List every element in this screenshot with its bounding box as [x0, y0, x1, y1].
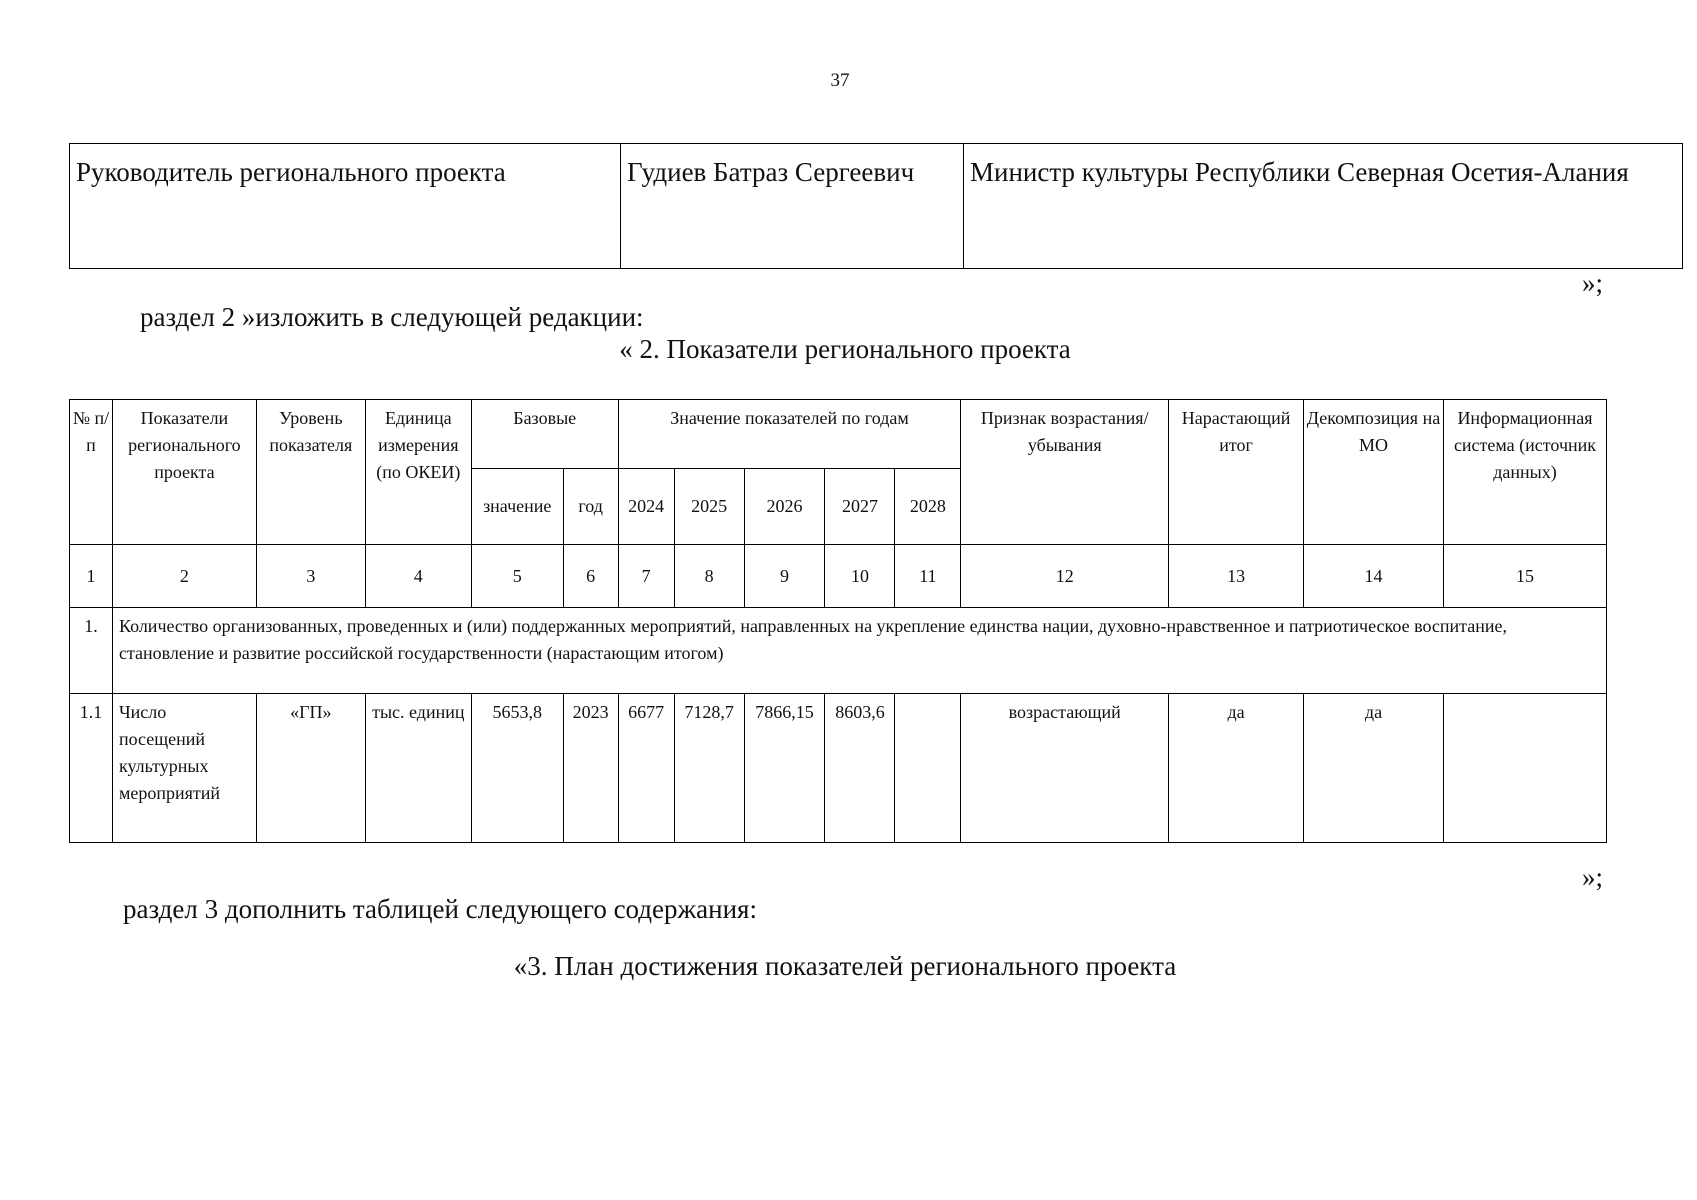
amendment-instruction: раздел 2 »изложить в следующей редакции: [140, 302, 644, 332]
header-values-by-year: Значение показателей по годам [618, 400, 961, 469]
header-indicator: Показатели регионального проекта [112, 400, 256, 545]
column-number: 15 [1443, 545, 1606, 608]
column-number: 13 [1169, 545, 1304, 608]
row-level: «ГП» [256, 694, 365, 843]
column-number: 8 [674, 545, 744, 608]
group-num: 1. [70, 608, 113, 694]
group-text: Количество организованных, проведенных и (или) поддержанных мероприятий, направленных на укрепление единства нации, духовно-нравственное и патриотическое воспитание, становление и развитие российской государственности (нарастающим итогом) [112, 608, 1606, 694]
row-value-2026: 7866,15 [744, 694, 825, 843]
row-num: 1.1 [70, 694, 113, 843]
header-base-year: год [563, 469, 618, 545]
header-year-2027: 2027 [825, 469, 895, 545]
row-value-2025: 7128,7 [674, 694, 744, 843]
header-num: № п/п [70, 400, 113, 545]
header-year-2024: 2024 [618, 469, 674, 545]
section-title: «3. План достижения показателей регионального проекта [513, 951, 1177, 981]
row-unit: тыс. единиц [365, 694, 471, 843]
table-row [70, 694, 1607, 843]
row-decomposition: да [1304, 694, 1444, 843]
column-number: 11 [895, 545, 961, 608]
column-number: 10 [825, 545, 895, 608]
header-base: Базовые [471, 400, 618, 469]
row-trend: возрастающий [961, 694, 1169, 843]
section-title: « 2. Показатели регионального проекта [619, 334, 1071, 364]
row-indicator: Число посещений культурных мероприятий [112, 694, 256, 843]
row-info-system [1443, 694, 1606, 843]
header-cumulative: Нарастающий итог [1169, 400, 1304, 545]
table-header-row [70, 400, 1607, 469]
column-number: 9 [744, 545, 825, 608]
column-number: 1 [70, 545, 113, 608]
indicators-table [69, 399, 1607, 843]
column-number: 12 [961, 545, 1169, 608]
header-level: Уровень показателя [256, 400, 365, 545]
header-info-system: Информационная система (источник данных) [1443, 400, 1606, 545]
leader-position-cell: Министр культуры Республики Северная Осетия-Алания [964, 144, 1683, 269]
page-number: 37 [830, 70, 850, 91]
column-number: 4 [365, 545, 471, 608]
table-row [70, 144, 1683, 269]
column-number: 2 [112, 545, 256, 608]
column-number-row [70, 545, 1607, 608]
group-row [70, 608, 1607, 694]
header-year-2028: 2028 [895, 469, 961, 545]
header-trend: Признак возрастания/убывания [961, 400, 1169, 545]
leader-role-cell: Руководитель регионального проекта [70, 144, 621, 269]
row-value-2028 [895, 694, 961, 843]
column-number: 3 [256, 545, 365, 608]
row-value-2027: 8603,6 [825, 694, 895, 843]
header-year-2025: 2025 [674, 469, 744, 545]
amendment-instruction: раздел 3 дополнить таблицей следующего содержания: [123, 894, 757, 924]
header-base-value: значение [471, 469, 563, 545]
closing-quote-mark: »; [1582, 862, 1604, 892]
project-leader-table [69, 143, 1683, 269]
row-base-year: 2023 [563, 694, 618, 843]
column-number: 5 [471, 545, 563, 608]
header-unit: Единица измерения (по ОКЕИ) [365, 400, 471, 545]
column-number: 7 [618, 545, 674, 608]
leader-name-cell: Гудиев Батраз Сергеевич [621, 144, 964, 269]
row-cumulative: да [1169, 694, 1304, 843]
row-base-value: 5653,8 [471, 694, 563, 843]
row-value-2024: 6677 [618, 694, 674, 843]
closing-quote-mark: »; [1582, 268, 1604, 298]
header-decomposition: Декомпозиция на МО [1304, 400, 1444, 545]
column-number: 14 [1304, 545, 1444, 608]
column-number: 6 [563, 545, 618, 608]
header-year-2026: 2026 [744, 469, 825, 545]
